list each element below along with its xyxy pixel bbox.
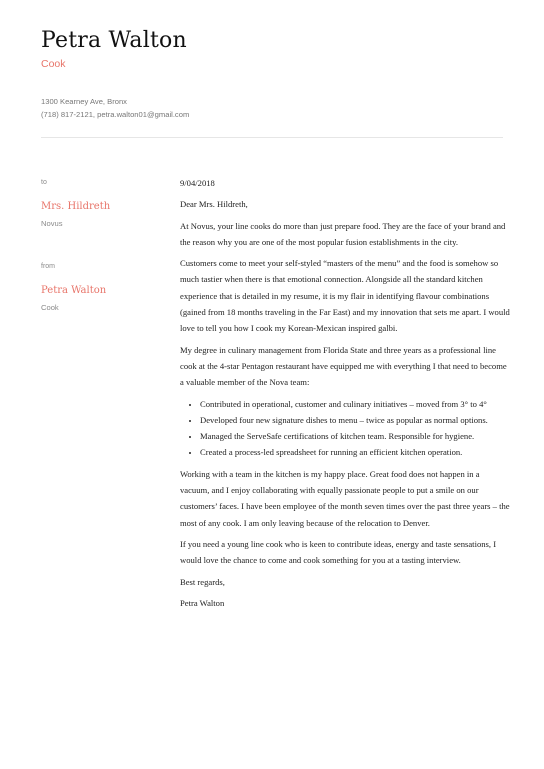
sender-title: Cook (41, 303, 59, 312)
list-item: • Managed the ServeSafe certifications of kitchen team. Responsible for hygiene. (200, 428, 510, 444)
letter-date: 9/04/2018 (180, 178, 215, 188)
list-item: • Developed four new signature dishes to menu – twice as popular as normal options. (200, 412, 510, 428)
sender-name: Petra Walton (41, 285, 107, 296)
letter-paragraph: My degree in culinary management from Florida State and three years as a professional line cook at the 4-star Pentagon restaurant have equipped me with everything I that need to become a valuable member of the Nova team: (180, 344, 507, 388)
letter-paragraph: If you need a young line cook who is keen to contribute ideas, energy and taste sensations, I would love the chance to come and cook something for you at a tasting interview. (180, 538, 497, 566)
letter-closing: Best regards, (180, 576, 225, 587)
header-divider (41, 137, 503, 138)
letter-signature: Petra Walton (180, 597, 225, 608)
letter-salutation: Dear Mrs. Hildreth, (180, 199, 248, 210)
letter-paragraph: Customers come to meet your self-styled “masters of the menu” and the food is somehow so much tastier when there is that emotional connection. Alongside all the standard kitchen experience that is detailed in my resume, it is my flair in identifying flavour combinations (gained from 18 months traveling in the Far East) and my innovation that sets me apart. I would love to tell you how I cook my Korean-Mexican inspired galbi. (180, 258, 510, 334)
applicant-name: Petra Walton (41, 28, 187, 53)
recipient-name: Mrs. Hildreth (41, 201, 111, 212)
address-line: 1300 Kearney Ave, Bronx (41, 97, 127, 106)
letter-paragraph: Working with a team in the kitchen is my happy place. Great food does not happen in a vacuum, and I enjoy collaborating with equally passionate people to put a smile on our customers’ faces. I have been employee of the month seven times over the past three years – the most of any cook. I am only leaving because of the relocation to Denver. (180, 468, 510, 528)
recipient-company: Novus (41, 219, 63, 228)
list-item: • Created a process-led spreadsheet for running an efficient kitchen operation. (200, 444, 510, 460)
letter-paragraph: At Novus, your line cooks do more than just prepare food. They are the face of your brand and the reason why you are one of the most popular fusion establishments in the city. (180, 220, 506, 247)
to-label: to (41, 179, 47, 186)
contact-line: (718) 817-2121, petra.walton01@gmail.com (41, 110, 190, 119)
list-item: • Contributed in operational, customer and culinary initiatives – moved from 3° to 4° (200, 396, 510, 412)
achievements-list (180, 396, 510, 461)
from-label: from (41, 263, 55, 270)
letter-body (180, 175, 510, 616)
applicant-title: Cook (41, 58, 66, 70)
